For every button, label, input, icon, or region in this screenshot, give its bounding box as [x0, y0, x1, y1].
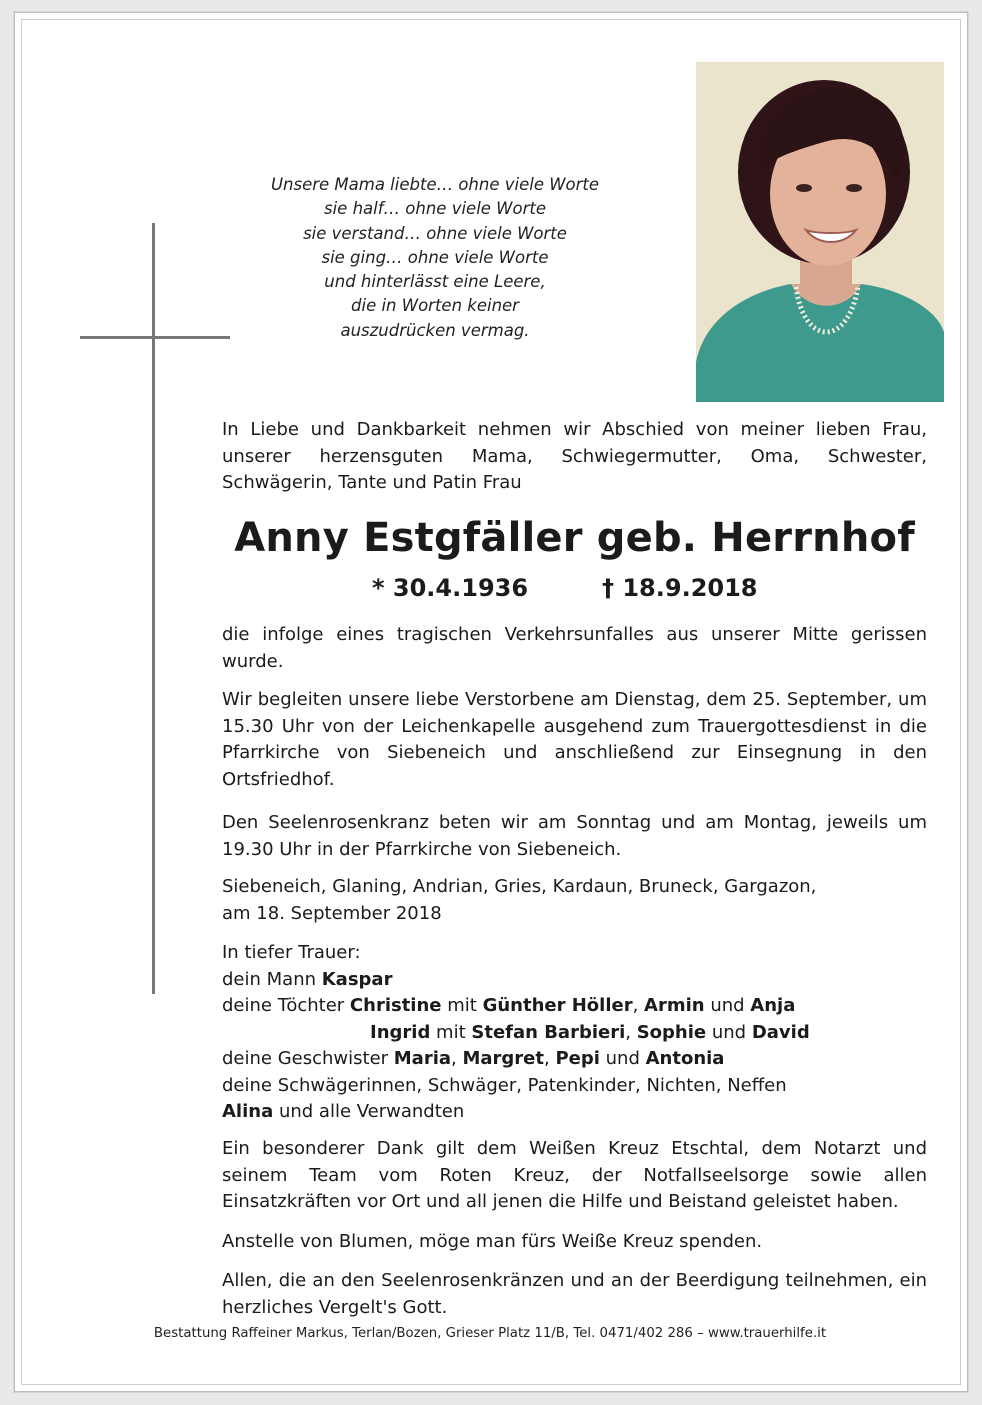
mourner-name: Ingrid — [370, 1021, 431, 1043]
mourners-heading: In tiefer Trauer: — [222, 942, 361, 963]
mourner-name: Margret — [462, 1048, 544, 1069]
birth-date: * 30.4.1936 — [372, 574, 529, 602]
mourner-line-husband — [222, 967, 927, 994]
mourners-list — [222, 940, 927, 1126]
flowers-paragraph: Anstelle von Blumen, möge man fürs Weiße Kreuz spenden. — [222, 1231, 763, 1252]
poem-line: auszudrücken vermag. — [340, 320, 530, 340]
poem-line: sie verstand… ohne viele Worte — [303, 223, 567, 243]
mourner-sep: und — [706, 1021, 752, 1043]
intro-line: In Liebe und Dankbarkeit nehmen wir Abschied von meiner lieben Frau, — [222, 419, 927, 440]
mourner-line-daughter-1 — [222, 993, 927, 1020]
mourner-name: Sophie — [636, 1021, 707, 1043]
mourner-name: Pepi — [555, 1048, 600, 1069]
mourner-line-siblings — [222, 1046, 927, 1073]
thanks-paragraph: Ein besonderer Dank gilt dem Weißen Kreuz Etschtal, dem Notarzt und seinem Team vom Roten Kreuz, der Notfallseelsorge sowie allen Einsatzkräften vor Ort und all jenen die Hilfe und Beistand geleistet haben. — [222, 1138, 927, 1212]
mourner-name: Antonia — [645, 1048, 725, 1069]
mourner-sep: , — [451, 1048, 463, 1069]
poem-line: sie ging… ohne viele Worte — [321, 247, 549, 267]
mourner-label: dein Mann — [222, 968, 322, 990]
mourner-line-daughter-2 — [222, 1020, 927, 1047]
cause-paragraph: die infolge eines tragischen Verkehrsunfalles aus unserer Mitte gerissen wurde. — [222, 624, 927, 672]
mourner-name: Christine — [349, 995, 442, 1016]
funeral-home-footer: Bestattung Raffeiner Markus, Terlan/Bozen, Grieser Platz 11/B, Tel. 0471/402 286 – www.trauerhilfe.it — [153, 1326, 827, 1341]
poem-line: die in Worten keiner — [351, 296, 519, 316]
rosary-paragraph: Den Seelenrosenkranz beten wir am Sonntag und am Montag, jeweils um 19.30 Uhr in der Pfarrkirche von Siebeneich. — [222, 812, 927, 860]
places-paragraph — [222, 874, 927, 927]
places-line: Siebeneich, Glaning, Andrian, Gries, Kardaun, Bruneck, Gargazon, — [222, 876, 817, 897]
intro-paragraph — [222, 417, 927, 497]
poem-line: und hinterlässt eine Leere, — [324, 272, 546, 292]
mourner-name: Kaspar — [321, 968, 393, 990]
mourner-name: Günther Höller — [482, 995, 633, 1016]
intro-line: unserer herzensguten Mama, Schwiegermutter, Oma, Schwester, — [222, 445, 927, 467]
mourner-line-relatives — [222, 1099, 927, 1126]
mourner-line-inlaws: deine Schwägerinnen, Schwäger, Patenkinder, Nichten, Neffen — [222, 1074, 787, 1096]
poem-line: sie half… ohne viele Worte — [324, 199, 546, 219]
mourner-sep: mit — [430, 1021, 472, 1043]
mourner-name: Anja — [750, 995, 796, 1016]
memorial-poem — [255, 173, 615, 343]
mourner-name: David — [751, 1021, 810, 1043]
death-date: † 18.9.2018 — [602, 574, 758, 602]
intro-line: Schwägerin, Tante und Patin Frau — [222, 472, 522, 493]
date-line: am 18. September 2018 — [222, 902, 442, 924]
portrait-photo — [696, 62, 944, 402]
mourner-name: Armin — [644, 995, 705, 1016]
mourner-label: und alle Verwandten — [273, 1101, 465, 1122]
closing-paragraph: Allen, die an den Seelenrosenkränzen und an der Beerdigung teilnehmen, ein herzliches Vergelt's Gott. — [222, 1270, 927, 1318]
mourner-sep: , — [625, 1021, 637, 1043]
portrait-illustration — [696, 62, 944, 402]
funeral-paragraph: Wir begleiten unsere liebe Verstorbene am Dienstag, dem 25. September, um 15.30 Uhr von der Leichenkapelle ausgehend zum Trauergottesdienst in die Pfarrkirche von Siebeneich und anschließend zur Einsegnung in den Ortsfriedhof. — [222, 689, 927, 790]
cross-icon-horizontal — [80, 336, 230, 339]
mourner-name: Stefan Barbieri — [471, 1021, 626, 1043]
mourner-name: Maria — [393, 1048, 452, 1069]
mourner-label: deine Töchter — [222, 995, 350, 1016]
deceased-name: Anny Estgfäller geb. Herrnhof — [234, 515, 915, 561]
mourner-sep: , — [632, 995, 645, 1016]
poem-line: Unsere Mama liebte… ohne viele Worte — [270, 175, 600, 194]
life-dates — [222, 574, 927, 608]
mourner-sep: , — [544, 1048, 556, 1069]
mourner-label: deine Geschwister — [222, 1048, 394, 1069]
mourner-sep: und — [704, 995, 751, 1016]
mourner-name: Alina — [222, 1101, 274, 1122]
mourner-sep: mit — [441, 995, 483, 1016]
mourner-sep: und — [599, 1048, 646, 1069]
